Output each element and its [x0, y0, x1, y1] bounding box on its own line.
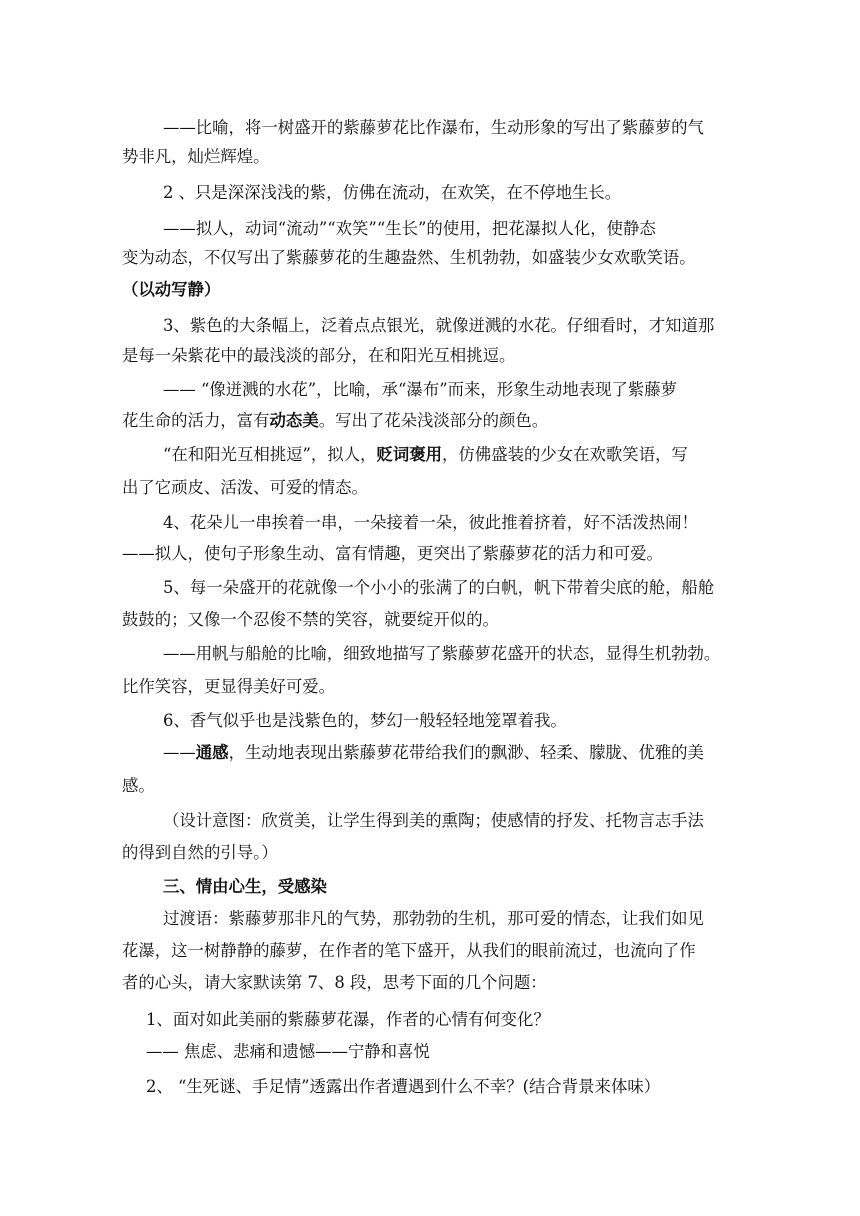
text-line: 6、香气似乎也是浅紫色的，梦幻一般轻轻地笼罩着我。 [163, 711, 567, 730]
text-line: —— “像迸溅的水花”，比喻，承“瀑布”而来，形象生动地表现了紫藤萝 [163, 380, 678, 399]
text-line: ——拟人，使句子形象生动、富有情趣，更突出了紫藤萝花的活力和可爱。 [122, 544, 663, 563]
text-line: 的得到自然的引导。） [122, 843, 278, 862]
text-line: 3、紫色的大条幅上，泛着点点银光，就像迸溅的水花。仔细看时，才知道那 [163, 316, 715, 335]
text-line: ——用帆与船舱的比喻，细致地描写了紫藤萝花盛开的状态，显得生机勃勃。 [163, 644, 721, 663]
text-line: 过渡语：紫藤萝那非凡的气势，那勃勃的生机，那可爱的情态，让我们如见 [163, 909, 704, 928]
question-line: 2、 “生死谜、手足情”透露出作者遭遇到什么不幸？(结合背景来体味） [146, 1077, 661, 1096]
bold-term: 贬词褒用 [376, 445, 443, 464]
bold-term: 动态美 [269, 411, 319, 430]
text-line: 是每一朵紫花中的最浅淡的部分，在和阳光互相挑逗。 [122, 346, 516, 365]
text-line: ——比喻，将一树盛开的紫藤萝花比作瀑布，生动形象的写出了紫藤萝的气 [163, 118, 704, 137]
text-line: 比作笑容，更显得美好可爱。 [122, 677, 336, 696]
text-line: 感。 [122, 776, 155, 795]
text-line: 者的心头，请大家默读第 7、8 段，思考下面的几个问题： [122, 973, 547, 992]
text-line: 鼓鼓的；又像一个忍俊不禁的笑容，就要绽开似的。 [122, 610, 499, 629]
section-heading: 三、情由心生，受感染 [163, 877, 327, 896]
text-line: 4、花朵儿一串挨着一串，一朵接着一朵，彼此推着挤着，好不活泼热闹！ [163, 513, 698, 532]
text-line: 5、每一朵盛开的花就像一个小小的张满了的白帆，帆下带着尖底的舱，船舱 [163, 578, 715, 597]
answer-line: —— 焦虑、悲痛和遗憾——宁静和喜悦 [146, 1042, 430, 1061]
text-line: 势非凡，灿烂辉煌。 [122, 147, 270, 166]
text-line: 出了它顽皮、活泼、可爱的情态。 [122, 478, 368, 497]
bold-term: 通感 [195, 743, 229, 762]
text-line: 2 、只是深深浅浅的紫，仿佛在流动，在欢笑，在不停地生长。 [163, 183, 622, 202]
bold-note: （以动写静） [122, 280, 221, 299]
text-line: （设计意图：欣赏美，让学生得到美的熏陶；使感情的抒发、托物言志手法 [163, 811, 704, 830]
question-line: 1、面对如此美丽的紫藤萝花瀑，作者的心情有何变化？ [146, 1010, 550, 1029]
text-line: 花生命的活力，富有动态美。写出了花朵浅淡部分的颜色。 [122, 411, 549, 430]
text-line: ——通感，生动地表现出紫藤萝花带给我们的飘渺、轻柔、朦胧、优雅的美 [163, 743, 704, 762]
text-line: “在和阳光互相挑逗”，拟人，贬词褒用，仿佛盛装的少女在欢歌笑语，写 [163, 445, 688, 464]
text-line: ——拟人，动词“流动”“欢笑”“生长”的使用，把花瀑拟人化，使静态 [163, 219, 656, 238]
text-line: 变为动态，不仅写出了紫藤萝花的生趣盎然、生机勃勃，如盛装少女欢歌笑语。 [122, 248, 696, 267]
text-line: 花瀑，这一树静静的藤萝，在作者的笔下盛开，从我们的眼前流过，也流向了作 [122, 941, 696, 960]
